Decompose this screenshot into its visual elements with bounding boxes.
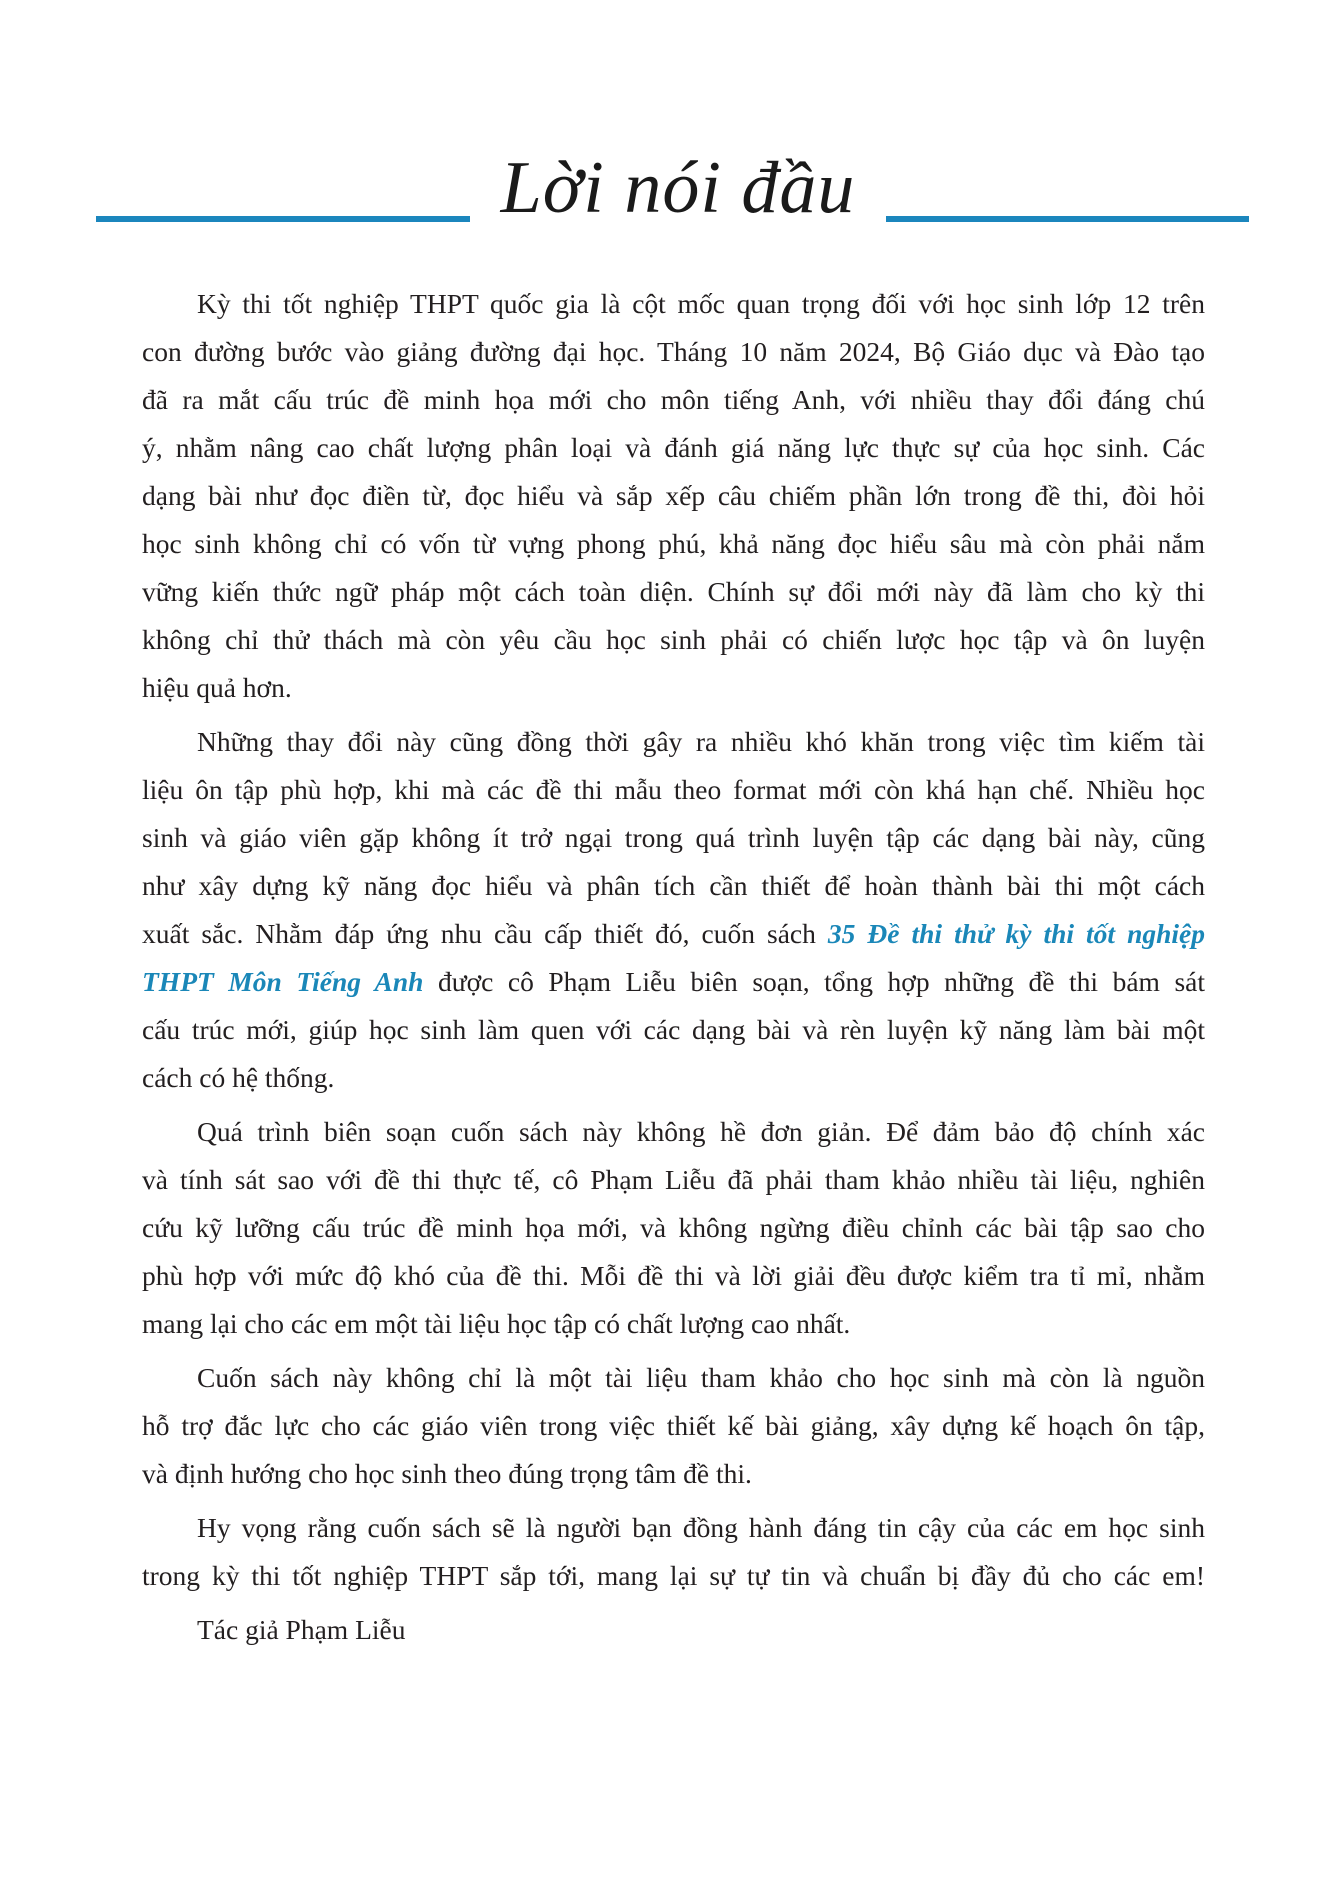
text-line [142,1006,1205,1054]
text-line [142,280,1205,328]
text-line [142,1054,1205,1102]
text-segment: và định hướng cho học sinh theo đúng trọng tâm đề thi. [142,1458,752,1489]
text-segment: Hy vọng rằng cuốn sách sẽ là người bạn đồng hành đáng tin cậy của các em học sinh [197,1512,1205,1543]
text-line [142,1504,1205,1552]
paragraph [142,1108,1205,1348]
text-segment: liệu ôn tập phù hợp, khi mà các đề thi mẫu theo format mới còn khá hạn chế. Nhiều học [142,774,1205,805]
author-signature: Tác giả Phạm Liễu [197,1614,406,1645]
title-rule-right [886,216,1249,222]
text-segment: được cô Phạm Liễu biên soạn, tổng hợp những đề thi bám sát [423,966,1205,997]
text-segment: Cuốn sách này không chỉ là một tài liệu tham khảo cho học sinh mà còn là nguồn [197,1362,1205,1393]
text-segment: dạng bài như đọc điền từ, đọc hiểu và sắp xếp câu chiếm phần lớn trong đề thi, đòi hỏi [142,480,1205,511]
text-line [142,472,1205,520]
book-title-highlight: THPT Môn Tiếng Anh [142,966,424,997]
text-segment: Kỳ thi tốt nghiệp THPT quốc gia là cột mốc quan trọng đối với học sinh lớp 12 trên [197,288,1205,319]
text-line [142,1156,1205,1204]
text-line [142,958,1205,1006]
paragraph [142,1504,1205,1600]
text-segment: vững kiến thức ngữ pháp một cách toàn diện. Chính sự đổi mới này đã làm cho kỳ thi [142,576,1205,607]
text-line [142,766,1205,814]
text-segment: Những thay đổi này cũng đồng thời gây ra nhiều khó khăn trong việc tìm kiếm tài [197,726,1205,757]
text-line [142,1252,1205,1300]
paragraph [142,280,1205,712]
text-segment: như xây dựng kỹ năng đọc hiểu và phân tích cần thiết để hoàn thành bài thi một cách [142,870,1205,901]
text-segment: sinh và giáo viên gặp không ít trở ngại trong quá trình luyện tập các dạng bài này, cũng [142,822,1205,853]
text-segment: không chỉ thử thách mà còn yêu cầu học sinh phải có chiến lược học tập và ôn luyện [142,624,1205,655]
text-segment: Quá trình biên soạn cuốn sách này không hề đơn giản. Để đảm bảo độ chính xác [197,1116,1205,1147]
text-line [142,718,1205,766]
text-segment: phù hợp với mức độ khó của đề thi. Mỗi đề thi và lời giải đều được kiểm tra tỉ mỉ, nhằm [142,1260,1205,1291]
text-segment: học sinh không chỉ có vốn từ vựng phong phú, khả năng đọc hiểu sâu mà còn phải nắm [142,528,1205,559]
paragraph [142,1354,1205,1498]
text-segment: hiệu quả hơn. [142,672,292,703]
text-line [142,1402,1205,1450]
text-line [142,1354,1205,1402]
text-line [142,664,1205,712]
text-segment: cứu kỹ lưỡng cấu trúc đề minh họa mới, và không ngừng điều chỉnh các bài tập sao cho [142,1212,1205,1243]
text-segment: cấu trúc mới, giúp học sinh làm quen với các dạng bài và rèn luyện kỹ năng làm bài một [142,1014,1205,1045]
paragraphs [142,280,1205,1600]
text-line [142,862,1205,910]
page-title: Lời nói đầu [500,147,856,229]
text-segment: hỗ trợ đắc lực cho các giáo viên trong việc thiết kế bài giảng, xây dựng kế hoạch ôn tập, [142,1410,1205,1441]
text-line [142,568,1205,616]
text-segment: trong kỳ thi tốt nghiệp THPT sắp tới, mang lại sự tự tin và chuẩn bị đầy đủ cho các em! [142,1560,1205,1591]
text-line [142,1450,1205,1498]
text-segment: đã ra mắt cấu trúc đề minh họa mới cho môn tiếng Anh, với nhiều thay đổi đáng chú [142,384,1205,415]
text-line [142,1204,1205,1252]
preface-body [142,280,1205,1654]
paragraph [142,718,1205,1102]
text-line [142,328,1205,376]
text-segment: và tính sát sao với đề thi thực tế, cô Phạm Liễu đã phải tham khảo nhiều tài liệu, nghiên [142,1164,1205,1195]
text-line [142,910,1205,958]
text-segment: mang lại cho các em một tài liệu học tập có chất lượng cao nhất. [142,1308,851,1339]
text-segment: ý, nhằm nâng cao chất lượng phân loại và đánh giá năng lực thực sự của học sinh. Các [142,432,1205,463]
text-line [142,1300,1205,1348]
book-title-highlight: 35 Đề thi thử kỳ thi tốt nghiệp [827,918,1206,949]
text-segment: xuất sắc. Nhằm đáp ứng nhu cầu cấp thiết đó, cuốn sách [142,918,828,949]
title-rule-left [96,216,470,222]
text-line [142,376,1205,424]
text-line [142,424,1205,472]
text-line [142,814,1205,862]
text-line [142,616,1205,664]
text-line [142,1108,1205,1156]
text-line [142,520,1205,568]
text-segment: cách có hệ thống. [142,1062,335,1093]
text-line [142,1552,1205,1600]
text-segment: con đường bước vào giảng đường đại học. Tháng 10 năm 2024, Bộ Giáo dục và Đào tạo [142,336,1205,367]
